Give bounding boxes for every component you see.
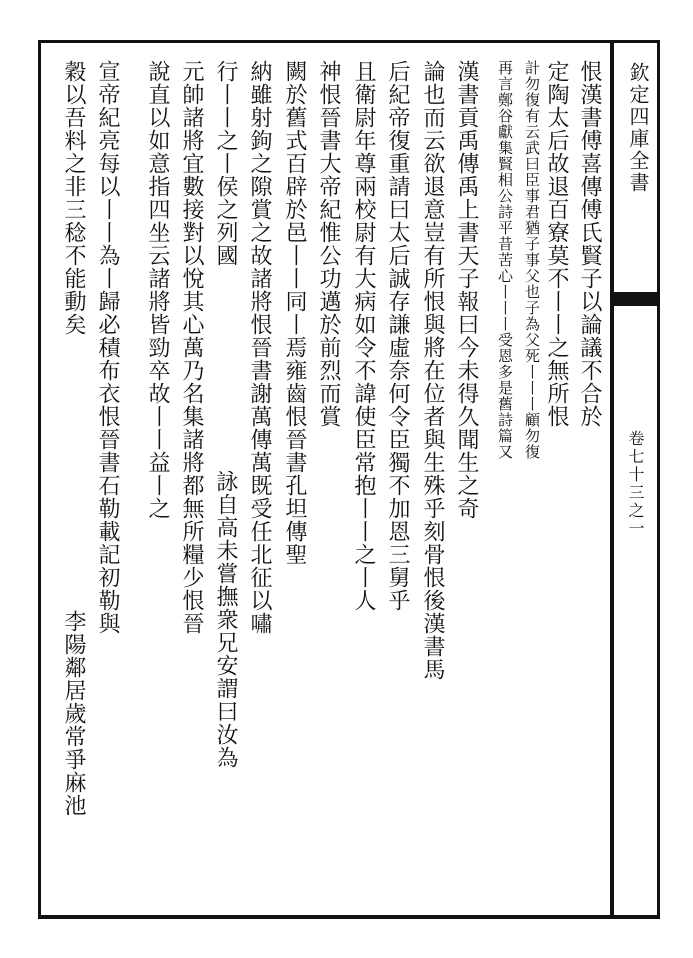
text-column-13: 詠自高未嘗撫衆兄安謂曰汝為 (213, 470, 238, 769)
text-column-5: 漢書貢禹傳禹上書天子報曰今未得久聞生之奇 (454, 60, 479, 520)
fishtail-mark (614, 292, 657, 306)
text-column-1: 恨漢書傅喜傳傅氏賢子以論議不合於 (577, 60, 602, 428)
text-column-15: 說直以如意指四坐云諸將皆勁卒故丨丨益丨之 (145, 60, 170, 520)
text-column-7: 后紀帝復重請曰太后誠存謙虛奈何令臣獨不加恩三舅乎 (385, 60, 410, 612)
text-column-8: 且衛尉年尊兩校尉有大病如令不諱使臣常抱丨丨之丨人 (351, 60, 376, 612)
text-column-16: 宣帝紀亮每以丨丨為丨歸必積布衣恨晉書石勒載記初勒與 (95, 60, 120, 635)
text-column-9: 神恨晉書大帝紀惟公功邁於前烈而賞 (316, 60, 341, 428)
text-column-6: 論也而云欲退意豈有所恨與將在位者與生殊乎刻骨恨後漢書馬 (420, 60, 445, 681)
text-column-10: 闕於舊式百辟於邑丨丨同丨焉雍齒恨晉書孔坦傳聖 (282, 60, 307, 566)
text-column-14: 元帥諸將宜數接對以悅其心萬乃名集諸將都無所糧少恨晉 (179, 60, 204, 635)
text-column-4: 再言鄭谷獻集賢相公詩平昔苦心丨丨丨受恩多是舊詩篇又 (496, 60, 514, 460)
frame-right-rule (610, 40, 614, 919)
gutter-outer-rule (657, 40, 660, 919)
gutter-series-title: 欽定四庫全書 (626, 62, 650, 194)
text-column-2: 定陶太后故退百寮莫不丨丨之無所恨 (544, 60, 569, 428)
text-column-18: 李陽鄰居歲常爭麻池 (61, 610, 86, 817)
frame-left-rule (38, 40, 41, 919)
text-column-17: 穀以吾料之非三稔不能動矣 (61, 60, 86, 336)
text-column-12: 行丨丨之丨侯之列國 (213, 60, 238, 267)
frame-bottom-rule (38, 915, 660, 919)
frame-top-rule (38, 40, 660, 43)
gutter-section-label: 卷七十三之一 (626, 430, 645, 538)
text-column-11: 納雖射鉤之隙賞之故諸將恨晉書謝萬傳萬既受任北征以嘯 (247, 60, 272, 635)
text-column-3: 計勿復有云武曰臣事君猶子事父也子為父死丨丨丨顧勿復 (523, 60, 541, 460)
